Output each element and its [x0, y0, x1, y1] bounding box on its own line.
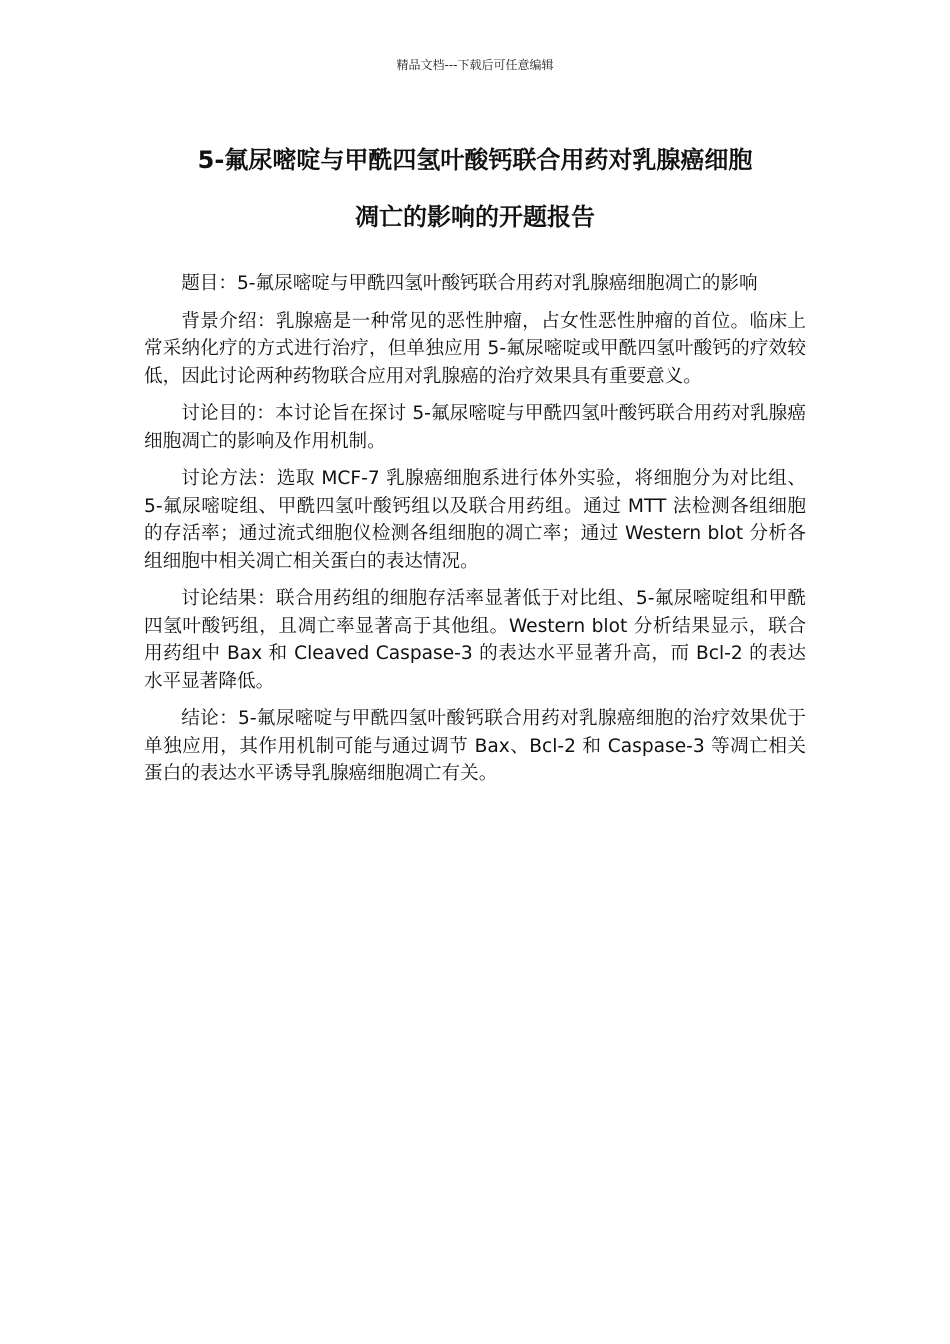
conclusion-paragraph: 结论：5-氟尿嘧啶与甲酰四氢叶酸钙联合用药对乳腺癌细胞的治疗效果优于单独应用，其作用机制可能与通过调节 Bax、Bcl-2 和 Caspase-3 等凋亡相关蛋白的表达水平诱导乳腺癌细胞凋亡有关。 — [144, 708, 806, 784]
methods-paragraph: 讨论方法：选取 MCF-7 乳腺癌细胞系进行体外实验，将细胞分为对比组、5-氟尿嘧啶组、甲酰四氢叶酸钙组以及联合用药组。通过 MTT 法检测各组细胞的存活率；通过流式细胞仪检测各组细胞的凋亡率；通过 Western blot 分析各组细胞中相关凋亡相关蛋白的表达情况。 — [144, 468, 806, 572]
topic-paragraph: 题目：5-氟尿嘧啶与甲酰四氢叶酸钙联合用药对乳腺癌细胞凋亡的影响 — [181, 273, 758, 294]
document-title — [130, 132, 820, 246]
results-paragraph: 讨论结果：联合用药组的细胞存活率显著低于对比组、5-氟尿嘧啶组和甲酰四氢叶酸钙组，且凋亡率显著高于其他组。Western blot 分析结果显示，联合用药组中 Bax 和 Cleaved Caspase-3 的表达水平显著升高，而 Bcl-2 的表达水平显著降低。 — [144, 588, 806, 692]
document-body — [144, 270, 806, 798]
document-title-line-1: 5-氟尿嘧啶与甲酰四氢叶酸钙联合用药对乳腺癌细胞 — [197, 146, 753, 174]
background-paragraph: 背景介绍：乳腺癌是一种常见的恶性肿瘤，占女性恶性肿瘤的首位。临床上常采纳化疗的方式进行治疗，但单独应用 5-氟尿嘧啶或甲酰四氢叶酸钙的疗效较低，因此讨论两种药物联合应用对乳腺癌的治疗效果具有重要意义。 — [144, 310, 806, 387]
purpose-paragraph: 讨论目的：本讨论旨在探讨 5-氟尿嘧啶与甲酰四氢叶酸钙联合用药对乳腺癌细胞凋亡的影响及作用机制。 — [144, 403, 806, 452]
document-title-line-2: 凋亡的影响的开题报告 — [355, 203, 595, 231]
header-note: 精品文档---下载后可任意编辑 — [396, 58, 554, 72]
